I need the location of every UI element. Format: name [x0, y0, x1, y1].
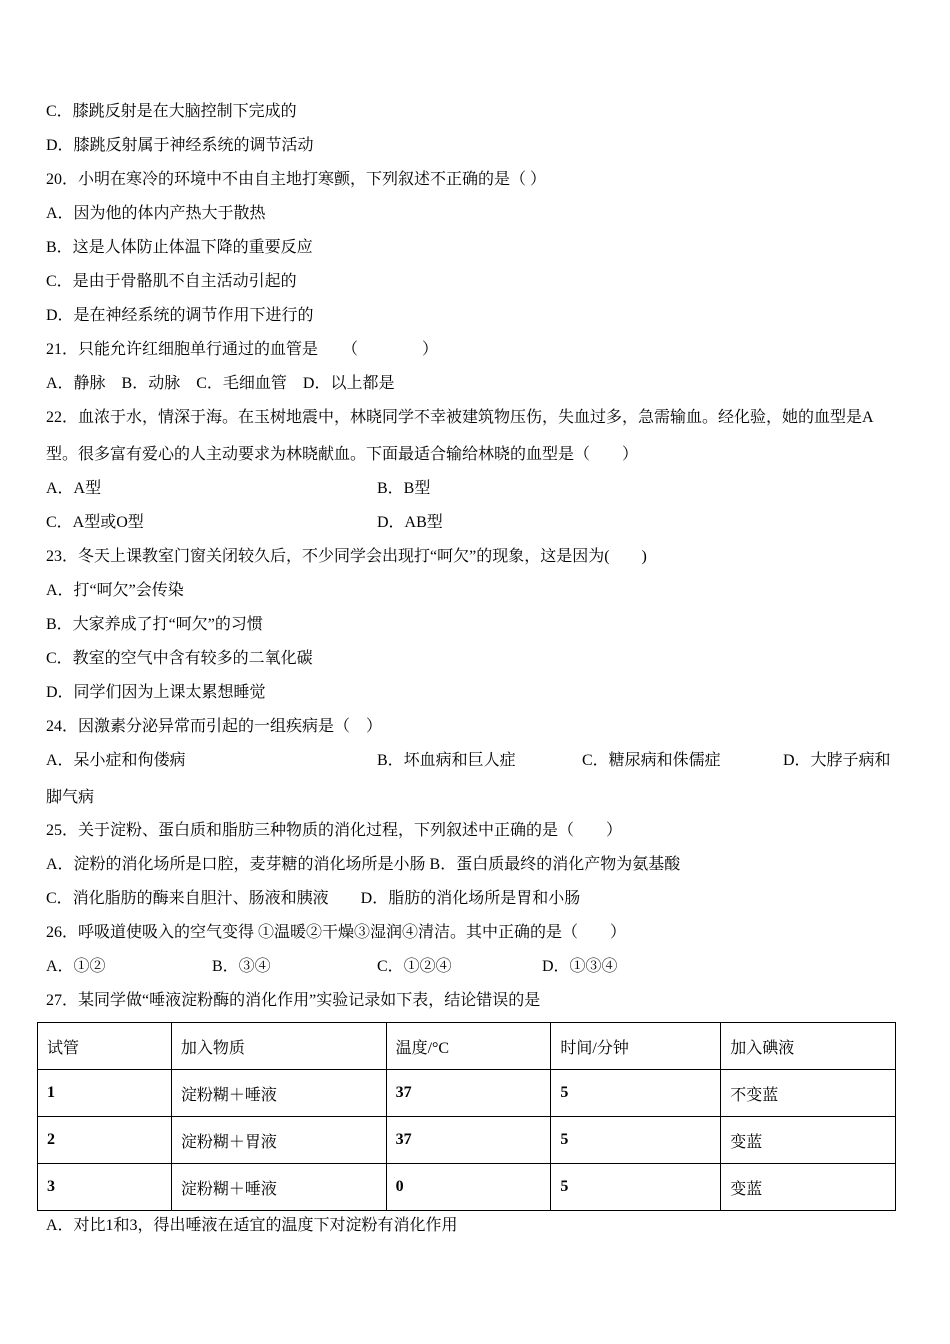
- line: 型。很多富有爱心的人主动要求为林晓献血。下面最适合输给林晓的血型是（ ）: [46, 446, 639, 463]
- option: C．糖尿病和侏儒症: [582, 752, 721, 769]
- line: A．淀粉的消化场所是口腔，麦芽糖的消化场所是小肠 B．蛋白质最终的消化产物为氨基酸: [46, 856, 681, 873]
- experiment-table: [37, 1022, 896, 1211]
- line: C．教室的空气中含有较多的二氧化碳: [46, 650, 313, 667]
- option: A．呆小症和佝偻病: [46, 752, 186, 769]
- cell: 5: [551, 1164, 721, 1211]
- option: B．③④: [212, 958, 271, 975]
- option: C．A型或O型: [46, 514, 144, 531]
- question-24: 24．因激素分泌异常而引起的一组疾病是（ ）: [46, 718, 383, 735]
- table-row: [38, 1117, 896, 1164]
- line: B．这是人体防止体温下降的重要反应: [46, 239, 313, 256]
- cell: 淀粉糊＋胃液: [171, 1117, 386, 1164]
- question-27: 27．某同学做“唾液淀粉酶的消化作用”实验记录如下表，结论错误的是: [46, 992, 541, 1009]
- cell: 变蓝: [721, 1164, 896, 1211]
- line: A．对比1和3，得出唾液在适宜的温度下对淀粉有消化作用: [46, 1217, 458, 1234]
- question-22: 22．血浓于水，情深于海。在玉树地震中，林晓同学不幸被建筑物压伤，失血过多，急需输血。经化验，她的血型是A: [46, 409, 874, 426]
- option: D．大脖子病和: [783, 752, 891, 769]
- header-cell: 加入物质: [171, 1023, 386, 1070]
- cell: 淀粉糊＋唾液: [171, 1070, 386, 1117]
- cell: 0: [386, 1164, 551, 1211]
- line: C．是由于骨骼肌不自主活动引起的: [46, 273, 297, 290]
- line: B．大家养成了打“呵欠”的习惯: [46, 616, 263, 633]
- line: 脚气病: [46, 789, 95, 806]
- cell: 5: [551, 1117, 721, 1164]
- line: C．消化脂肪的酶来自胆汁、肠液和胰液 D．脂肪的消化场所是胃和小肠: [46, 890, 581, 907]
- option: A．①②: [46, 958, 106, 975]
- header-cell: 试管: [38, 1023, 172, 1070]
- line: A．因为他的体内产热大于散热: [46, 205, 266, 222]
- line: A．打“呵欠”会传染: [46, 582, 184, 599]
- cell: 不变蓝: [721, 1070, 896, 1117]
- table-row: [38, 1070, 896, 1117]
- line: A．静脉 B．动脉 C．毛细血管 D．以上都是: [46, 375, 395, 392]
- option: D．AB型: [377, 514, 443, 531]
- header-cell: 时间/分钟: [551, 1023, 721, 1070]
- line: C．膝跳反射是在大脑控制下完成的: [46, 103, 297, 120]
- cell: 5: [551, 1070, 721, 1117]
- cell: 淀粉糊＋唾液: [171, 1164, 386, 1211]
- cell: 变蓝: [721, 1117, 896, 1164]
- cell: 1: [38, 1070, 172, 1117]
- cell: 37: [386, 1070, 551, 1117]
- option: D．①③④: [542, 958, 618, 975]
- line: D．是在神经系统的调节作用下进行的: [46, 307, 314, 324]
- header-cell: 加入碘液: [721, 1023, 896, 1070]
- table-header-row: [38, 1023, 896, 1070]
- question-25: 25．关于淀粉、蛋白质和脂肪三种物质的消化过程，下列叙述中正确的是（ ）: [46, 822, 623, 839]
- question-21: 21．只能允许红细胞单行通过的血管是 （ ）: [46, 341, 439, 358]
- cell: 37: [386, 1117, 551, 1164]
- option: C．①②④: [377, 958, 452, 975]
- question-26: 26．呼吸道使吸入的空气变得 ①温暖②干燥③湿润④清洁。其中正确的是（ ）: [46, 924, 627, 941]
- question-23: 23．冬天上课教室门窗关闭较久后，不少同学会出现打“呵欠”的现象，这是因为( ): [46, 548, 647, 565]
- cell: 2: [38, 1117, 172, 1164]
- option: B．B型: [377, 480, 431, 497]
- cell: 3: [38, 1164, 172, 1211]
- option: B．坏血病和巨人症: [377, 752, 516, 769]
- table-row: [38, 1164, 896, 1211]
- line: D．同学们因为上课太累想睡觉: [46, 684, 266, 701]
- option: A．A型: [46, 480, 102, 497]
- question-20: 20．小明在寒冷的环境中不由自主地打寒颤，下列叙述不正确的是（ ）: [46, 171, 547, 188]
- line: D．膝跳反射属于神经系统的调节活动: [46, 137, 314, 154]
- header-cell: 温度/°C: [386, 1023, 551, 1070]
